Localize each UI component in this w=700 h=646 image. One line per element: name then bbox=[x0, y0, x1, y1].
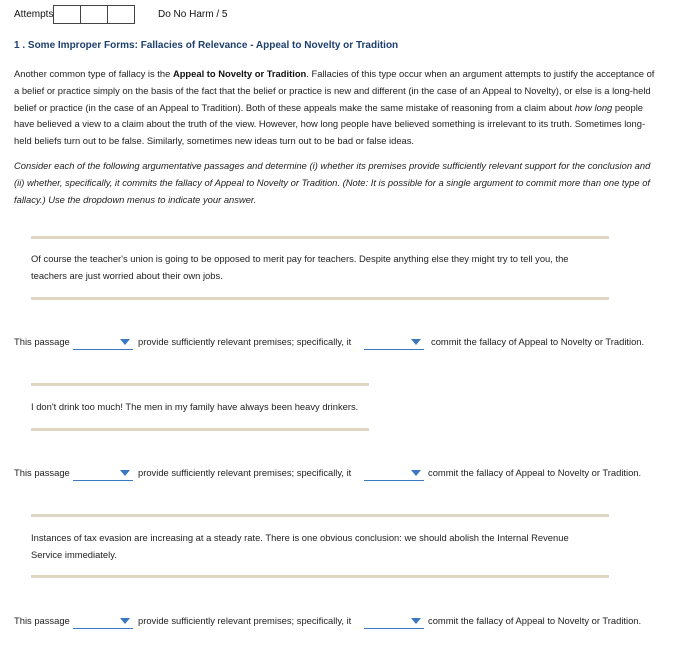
answer-row-suffix: commit the fallacy of Appeal to Novelty or Tradition. bbox=[428, 467, 642, 478]
attempts-label: Attempts bbox=[14, 9, 54, 20]
premises-dropdown-1[interactable] bbox=[73, 335, 133, 350]
passage-1-bottom-rule bbox=[31, 297, 609, 300]
chevron-down-icon bbox=[411, 339, 421, 345]
passage-3-top-rule bbox=[31, 514, 609, 517]
intro-paragraph: Another common type of fallacy is the Appeal to Novelty or Tradition. Fallacies of this type occur when an argument attempts to justify the acceptance of a belief or practice simply on the basis of the fact that the belief or practice is new and different (in the case of an Appeal to Novelty), or else is a long-held belief or practice (in the case of an Appeal to Tradition). Both of these appeals make the same mistake of reasoning from a claim about how long people have believed a view to a claim about the truth of the view. However, how long people have believed something is irrelevant to its truth. Sometimes long-held beliefs turn out to be false. Similarly, sometimes new ideas turn out to be bad or false ideas. bbox=[14, 68, 655, 147]
passage-2-bottom-rule bbox=[31, 428, 369, 431]
score-label: Do No Harm / 5 bbox=[158, 9, 228, 20]
answer-row-middle: provide sufficiently relevant premises; specifically, it bbox=[138, 467, 352, 478]
answer-row-prefix: This passage bbox=[14, 336, 70, 347]
answer-row-middle: provide sufficiently relevant premises; specifically, it bbox=[138, 336, 352, 347]
chevron-down-icon bbox=[120, 470, 130, 476]
premises-dropdown-2[interactable] bbox=[73, 466, 133, 481]
chevron-down-icon bbox=[120, 339, 130, 345]
attempt-box-2 bbox=[80, 5, 108, 24]
question-title: 1 . Some Improper Forms: Fallacies of Relevance - Appeal to Novelty or Tradition bbox=[14, 40, 399, 51]
fallacy-dropdown-2[interactable] bbox=[364, 466, 424, 481]
premises-dropdown-3[interactable] bbox=[73, 614, 133, 629]
instructions-paragraph: Consider each of the following argumentative passages and determine (i) whether its premises provide sufficiently relevant support for the conclusion and (ii) whether, specifically, it commits the fallacy of Appeal to Novelty or Tradition. (Note: It is possible for a single argument to commit more than one type of fallacy.) Use the dropdown menus to indicate your answer. bbox=[14, 160, 651, 205]
fallacy-dropdown-3[interactable] bbox=[364, 614, 424, 629]
passage-2-top-rule bbox=[31, 383, 369, 386]
attempt-box-1 bbox=[53, 5, 81, 24]
answer-row-3 bbox=[14, 615, 694, 631]
fallacy-name: Appeal to Novelty or Tradition bbox=[172, 68, 307, 79]
attempt-box-3 bbox=[107, 5, 135, 24]
fallacy-dropdown-1[interactable] bbox=[364, 335, 424, 350]
answer-row-1 bbox=[14, 336, 694, 352]
chevron-down-icon bbox=[120, 618, 130, 624]
passage-3-text: Instances of tax evasion are increasing at a steady rate. There is one obvious conclusion: we should abolish the Internal Revenue Service immediately. bbox=[31, 532, 569, 560]
passage-1-text: Of course the teacher's union is going to be opposed to merit pay for teachers. Despite anything else they might try to tell you, the teachers are just worried about their own jobs. bbox=[31, 253, 569, 281]
answer-row-suffix: commit the fallacy of Appeal to Novelty or Tradition. bbox=[431, 336, 645, 347]
answer-row-suffix: commit the fallacy of Appeal to Novelty or Tradition. bbox=[428, 615, 642, 626]
answer-row-prefix: This passage bbox=[14, 467, 70, 478]
answer-row-2 bbox=[14, 467, 694, 483]
attempt-boxes bbox=[53, 5, 134, 23]
chevron-down-icon bbox=[411, 470, 421, 476]
passage-2-text: I don't drink too much! The men in my family have always been heavy drinkers. bbox=[31, 401, 359, 412]
passage-1-top-rule bbox=[31, 236, 609, 239]
chevron-down-icon bbox=[411, 618, 421, 624]
answer-row-middle: provide sufficiently relevant premises; specifically, it bbox=[138, 615, 352, 626]
answer-row-prefix: This passage bbox=[14, 615, 70, 626]
passage-3-bottom-rule bbox=[31, 575, 609, 578]
